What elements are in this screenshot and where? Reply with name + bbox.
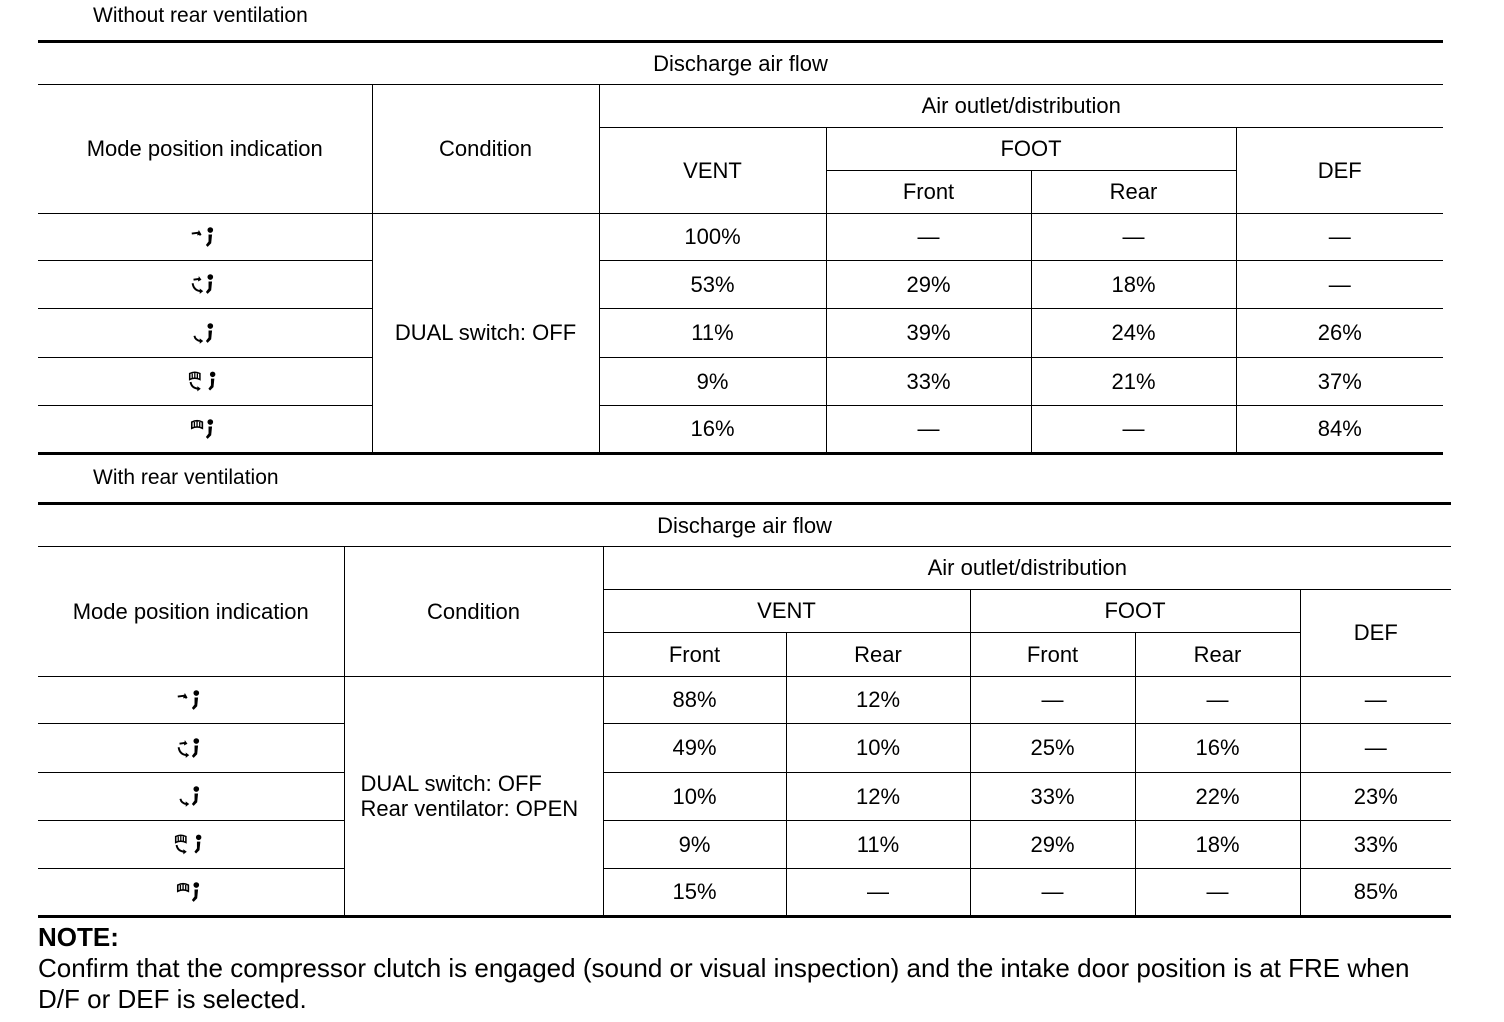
air-outlet-header: Air outlet/distribution bbox=[603, 547, 1451, 590]
def-value: — bbox=[1236, 261, 1443, 309]
vent-rear-value: 12% bbox=[786, 773, 970, 821]
foot-rear-value: 16% bbox=[1135, 724, 1300, 773]
foot-front-value: 29% bbox=[826, 261, 1031, 309]
foot-front-value: 33% bbox=[970, 773, 1135, 821]
foot-front-header: Front bbox=[826, 171, 1031, 214]
defrost-mode-icon bbox=[176, 880, 206, 906]
foot-front-value: 39% bbox=[826, 309, 1031, 358]
foot-front-value: 33% bbox=[826, 358, 1031, 406]
mode-column-header: Mode position indication bbox=[38, 547, 344, 677]
def-value: 26% bbox=[1236, 309, 1443, 358]
foot-rear-value: 24% bbox=[1031, 309, 1236, 358]
vent-front-header: Front bbox=[603, 633, 786, 677]
vent-mode-icon bbox=[190, 225, 220, 251]
mode-column-header: Mode position indication bbox=[38, 85, 372, 214]
foot-front-value: — bbox=[970, 869, 1135, 917]
def-value: 37% bbox=[1236, 358, 1443, 406]
discharge-table-with-rear-ventilation bbox=[38, 502, 1451, 918]
table-row bbox=[38, 214, 1443, 261]
vent-front-value: 88% bbox=[603, 677, 786, 724]
foot-front-header: Front bbox=[970, 633, 1135, 677]
foot-mode-icon bbox=[176, 784, 206, 810]
condition-column-header: Condition bbox=[372, 85, 599, 214]
def-value: — bbox=[1300, 724, 1451, 773]
foot-rear-value: 22% bbox=[1135, 773, 1300, 821]
condition-column-header: Condition bbox=[344, 547, 603, 677]
def-value: — bbox=[1236, 214, 1443, 261]
note-title: NOTE: bbox=[38, 922, 119, 952]
table-title: Discharge air flow bbox=[38, 42, 1443, 85]
foot-front-value: 25% bbox=[970, 724, 1135, 773]
table-row bbox=[38, 724, 1451, 773]
vent-front-value: 15% bbox=[603, 869, 786, 917]
note-block bbox=[38, 922, 1458, 1015]
vent-value: 11% bbox=[599, 309, 826, 358]
table-row bbox=[38, 406, 1443, 454]
foot-mode-icon bbox=[190, 321, 220, 347]
foot-rear-header: Rear bbox=[1031, 171, 1236, 214]
foot-front-value: — bbox=[826, 406, 1031, 454]
condition-line-rear-ventilator: Rear ventilator: OPEN bbox=[360, 796, 579, 821]
def-value: 85% bbox=[1300, 869, 1451, 917]
foot-front-value: — bbox=[970, 677, 1135, 724]
vent-value: 16% bbox=[599, 406, 826, 454]
bi-level-mode-icon bbox=[176, 736, 206, 762]
foot-rear-value: 18% bbox=[1031, 261, 1236, 309]
defrost-foot-mode-icon bbox=[174, 832, 208, 858]
vent-front-value: 10% bbox=[603, 773, 786, 821]
vent-header: VENT bbox=[599, 128, 826, 214]
foot-rear-value: 21% bbox=[1031, 358, 1236, 406]
foot-rear-value: — bbox=[1135, 677, 1300, 724]
condition-line-dual: DUAL switch: OFF bbox=[360, 770, 542, 796]
vent-rear-value: 11% bbox=[786, 821, 970, 869]
condition-cell: DUAL switch: OFF bbox=[372, 214, 599, 454]
def-value: 84% bbox=[1236, 406, 1443, 454]
vent-rear-value: 12% bbox=[786, 677, 970, 724]
def-value: — bbox=[1300, 677, 1451, 724]
def-value: 23% bbox=[1300, 773, 1451, 821]
vent-value: 9% bbox=[599, 358, 826, 406]
def-header: DEF bbox=[1300, 590, 1451, 677]
vent-value: 53% bbox=[599, 261, 826, 309]
vent-mode-icon bbox=[176, 688, 206, 714]
defrost-mode-icon bbox=[190, 417, 220, 443]
vent-header: VENT bbox=[603, 590, 970, 633]
defrost-foot-mode-icon bbox=[188, 369, 222, 395]
vent-rear-header: Rear bbox=[786, 633, 970, 677]
foot-rear-value: 18% bbox=[1135, 821, 1300, 869]
foot-header: FOOT bbox=[970, 590, 1300, 633]
vent-front-value: 9% bbox=[603, 821, 786, 869]
vent-rear-value: 10% bbox=[786, 724, 970, 773]
table-row bbox=[38, 309, 1443, 358]
foot-rear-value: — bbox=[1031, 214, 1236, 261]
foot-front-value: — bbox=[826, 214, 1031, 261]
note-text: Confirm that the compressor clutch is engaged (sound or visual inspection) and the intake door position is at FRE when D/F or DEF is selected. bbox=[38, 953, 1410, 1014]
table-row bbox=[38, 358, 1443, 406]
foot-header: FOOT bbox=[826, 128, 1236, 171]
table-title: Discharge air flow bbox=[38, 504, 1451, 547]
foot-front-value: 29% bbox=[970, 821, 1135, 869]
foot-rear-header: Rear bbox=[1135, 633, 1300, 677]
table-row bbox=[38, 261, 1443, 309]
section1-caption: Without rear ventilation bbox=[93, 4, 308, 27]
discharge-table-without-rear-ventilation bbox=[38, 40, 1443, 455]
air-outlet-header: Air outlet/distribution bbox=[599, 85, 1443, 128]
condition-cell bbox=[344, 677, 603, 917]
table-row bbox=[38, 773, 1451, 821]
foot-rear-value: — bbox=[1031, 406, 1236, 454]
def-header: DEF bbox=[1236, 128, 1443, 214]
vent-value: 100% bbox=[599, 214, 826, 261]
def-value: 33% bbox=[1300, 821, 1451, 869]
bi-level-mode-icon bbox=[190, 272, 220, 298]
table-row bbox=[38, 869, 1451, 917]
table-row bbox=[38, 821, 1451, 869]
foot-rear-value: — bbox=[1135, 869, 1300, 917]
vent-rear-value: — bbox=[786, 869, 970, 917]
vent-front-value: 49% bbox=[603, 724, 786, 773]
table-row bbox=[38, 677, 1451, 724]
section2-caption: With rear ventilation bbox=[93, 466, 279, 489]
